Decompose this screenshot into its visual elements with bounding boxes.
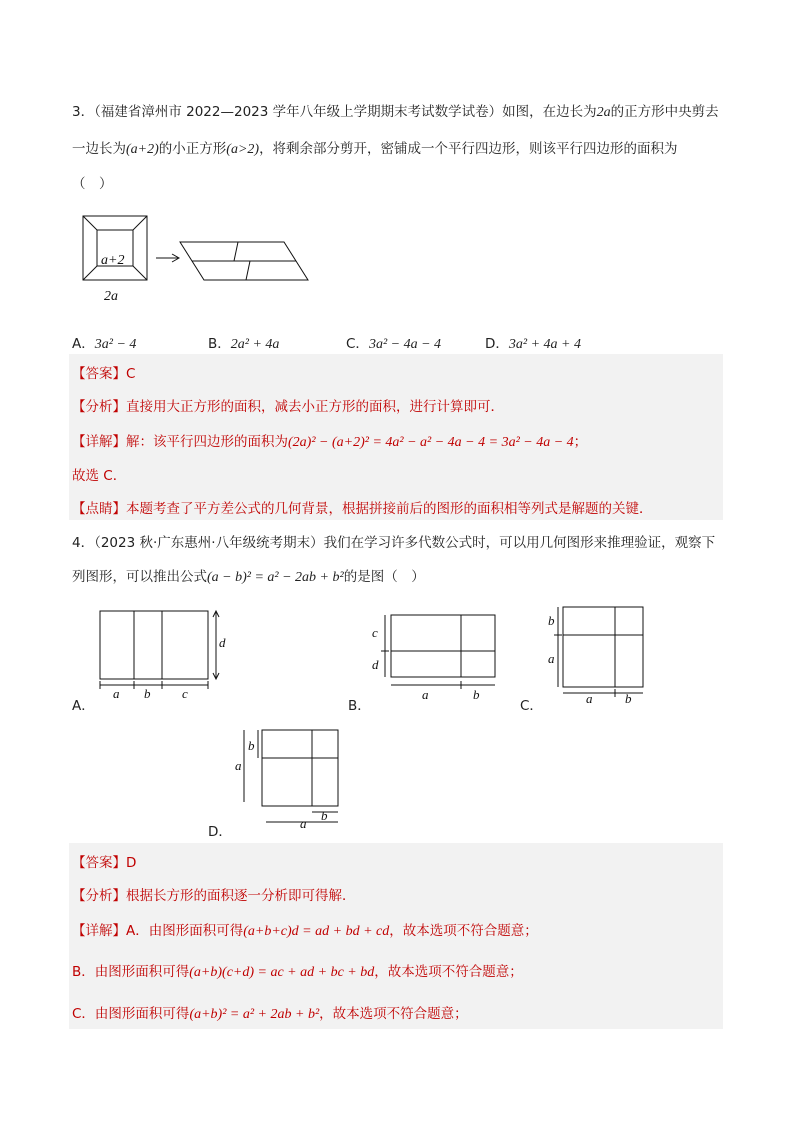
svg-text:c: c [372, 625, 378, 640]
q4-stem-line1: 4．（2023 秋·广东惠州·八年级统考期末）我们在学习许多代数公式时，可以用几何图形来推理验证，观察下 [72, 535, 716, 551]
svg-text:a: a [548, 651, 555, 666]
q3-option-a: A．3a² − 4 [72, 336, 137, 352]
q3-arrow [156, 254, 179, 262]
q3-answer-blank: （ ） [72, 176, 113, 192]
q4-option-a: A． [72, 698, 95, 714]
q3-stem-text: 的正方形中央剪去 [610, 104, 719, 120]
q3-stem-line2 [72, 137, 678, 158]
q3-figure [78, 212, 318, 306]
svg-text:b: b [473, 687, 480, 702]
q4-detail-a: 【详解】A．由图形面积可得(a+b+c)d = ad + bd + cd，故本选项不符合题意； [72, 923, 538, 939]
q4-answer: 【答案】D [72, 855, 137, 871]
q3-stem-line1 [72, 100, 719, 121]
q3-square-figure [83, 216, 147, 280]
q3-math-condition: (a>2) [226, 142, 260, 157]
q4-figure-b [367, 607, 502, 707]
q3-math-a-plus-2: (a+2) [126, 142, 159, 157]
q3-answer: 【答案】C [72, 366, 136, 382]
q4-detail-c: C．由图形面积可得(a+b)² = a² + 2ab + b²，故本选项不符合题意； [72, 1006, 468, 1022]
q4-stem-line2: 列图形，可以推出公式(a − b)² = a² − 2ab + b²的是图（ ） [72, 569, 425, 585]
q3-conclusion: 故选 C． [72, 468, 127, 484]
q3-inner-label: a+2 [101, 253, 125, 268]
svg-text:b: b [144, 686, 151, 701]
svg-text:a: a [300, 816, 307, 831]
q4-option-c: C． [520, 698, 543, 714]
svg-text:a: a [422, 687, 429, 702]
q4-analysis: 【分析】根据长方形的面积逐一分析即可得解． [72, 888, 356, 904]
svg-text:d: d [372, 657, 379, 672]
svg-text:b: b [321, 808, 328, 823]
svg-text:b: b [548, 613, 555, 628]
q3-parallelogram [180, 242, 308, 280]
q4-figure-a [94, 605, 234, 705]
svg-text:a: a [113, 686, 120, 701]
q4-detail-b: B．由图形面积可得(a+b)(c+d) = ac + ad + bc + bd，故本选项不符合题意； [72, 964, 523, 980]
svg-text:a: a [235, 758, 242, 773]
svg-text:b: b [248, 738, 255, 753]
svg-text:b: b [625, 691, 632, 706]
q3-stem-text: 一边长为 [72, 141, 126, 157]
q3-comment: 【点睛】本题考查了平方差公式的几何背景，根据拼接前后的图形的面积相等列式是解题的关键． [72, 501, 653, 517]
svg-text:a: a [586, 691, 593, 706]
q3-analysis: 【分析】直接用大正方形的面积，减去小正方形的面积，进行计算即可． [72, 399, 504, 415]
q3-stem-text: ，将剩余部分剪开，密铺成一个平行四边形，则该平行四边形的面积为 [259, 141, 678, 157]
svg-text:c: c [182, 686, 188, 701]
q3-option-d: D．3a² + 4a + 4 [485, 336, 581, 352]
q3-option-c: C．3a² − 4a − 4 [346, 336, 442, 352]
q4-figure-c [543, 601, 648, 706]
q3-detail: 【详解】解：该平行四边形的面积为(2a)² − (a+2)² = 4a² − a² − 4a − 4 = 3a² − 4a − 4； [72, 434, 588, 450]
q4-option-b: B． [348, 698, 371, 714]
q3-option-b: B．2a² + 4a [208, 336, 280, 352]
q3-stem-text: 的小正方形 [158, 141, 227, 157]
svg-text:d: d [219, 635, 226, 650]
q4-figure-d [230, 724, 345, 834]
q3-stem-text: 3．（福建省漳州市 2022—2023 学年八年级上学期期末考试数学试卷）如图，在边长为 [72, 104, 597, 120]
q3-math-2a: 2a [596, 105, 611, 120]
q4-formula: (a − b)² = a² − 2ab + b² [207, 570, 344, 585]
q3-outer-label: 2a [104, 289, 118, 304]
q4-option-d: D． [208, 824, 232, 840]
